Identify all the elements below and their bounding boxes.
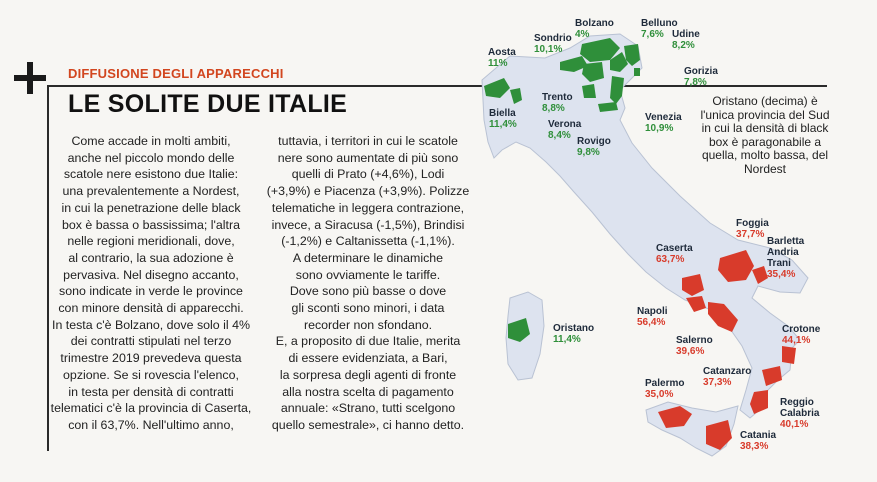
text-line: scatole nere esistono due Italie:	[63, 167, 239, 182]
text-line: telematiche in leggera contrazione,	[271, 200, 465, 215]
text-line: (+3,9%) e Piacenza (+3,9%). Polizze	[266, 184, 470, 199]
text-line: sono ovviamente le tariffe.	[295, 267, 441, 282]
province-value: 40,1%	[780, 419, 809, 430]
label-reggio	[780, 397, 819, 430]
province-name: Catanzaro	[703, 366, 752, 377]
label-salerno	[676, 335, 713, 357]
text-line: in testa per densità di contratti	[68, 384, 234, 399]
label-biella	[489, 108, 517, 130]
label-aosta	[488, 47, 516, 69]
text-line: Come accade in molti ambiti,	[71, 134, 231, 148]
text-line: pervasiva. Nel disegno accanto,	[63, 267, 239, 282]
province-value: 8,4%	[548, 130, 571, 141]
province-value: 38,3%	[740, 441, 769, 452]
label-foggia	[736, 218, 769, 240]
text-line: E, a proposito di due Italie, merita	[275, 334, 461, 349]
province-name: Rovigo	[577, 136, 611, 147]
province-name: Sondrio	[534, 33, 572, 44]
province-name: Oristano	[553, 323, 595, 334]
province-name: Caserta	[656, 243, 693, 254]
label-rovigo	[577, 136, 611, 158]
text-line: con il 63,7%. Nell'ultimo anno,	[68, 417, 234, 432]
label-gorizia	[684, 66, 718, 88]
text-line: in cui la penetrazione delle black	[61, 200, 241, 215]
province-value: 10,9%	[645, 123, 674, 134]
province-value: 44,1%	[782, 335, 811, 346]
map-note: Oristano (decima) è l'unica provincia del Sud in cui la densità di black box è paragonabile a quella, molto bassa, del Nordest	[700, 94, 830, 176]
article-column-2	[262, 133, 474, 434]
province-name: Trento	[542, 92, 573, 103]
text-line: annuale: «Strano, tutti scelgono	[280, 401, 456, 416]
province-name: Crotone	[782, 324, 821, 335]
province-name: Trani	[767, 258, 791, 269]
text-line: al contrario, la sua adozione è	[68, 250, 234, 265]
text-line: opzione. Se si rovescia l'elenco,	[63, 367, 239, 382]
text-line: In testa c'è Bolzano, dove solo il 4%	[52, 317, 250, 332]
province-name: Barletta	[767, 236, 805, 247]
province-name: Salerno	[676, 335, 713, 346]
label-crotone	[782, 324, 820, 346]
province-value: 10,1%	[534, 44, 563, 55]
label-catania	[740, 430, 776, 452]
plus-icon	[14, 62, 46, 94]
province-value: 37,3%	[703, 377, 732, 388]
province-value: 35,0%	[645, 389, 674, 400]
text-line: una prevalentemente a Nordest,	[62, 184, 240, 199]
text-line: nere sono aumentate di più sono	[277, 150, 459, 165]
province-name: Biella	[489, 108, 516, 119]
label-trento	[542, 92, 573, 114]
label-bolzano	[575, 18, 614, 40]
province-value: 39,6%	[676, 346, 705, 357]
text-line: (-1,2%) e Caltanissetta (-1,1%).	[281, 234, 455, 249]
text-line: con minore densità di apparecchi.	[58, 301, 244, 316]
text-line: sono indicate in verde le province	[59, 284, 243, 299]
text-line: dei contratti stipulati nel terzo	[70, 334, 232, 349]
province-value: 8,2%	[672, 40, 695, 51]
text-line: box è bassa o bassissima; l'altra	[62, 217, 240, 232]
province-name: Venezia	[645, 112, 682, 123]
province-name: Udine	[672, 29, 700, 40]
label-napoli	[637, 306, 668, 328]
province-crotone-shape	[782, 346, 796, 364]
province-name: Palermo	[645, 378, 685, 389]
text-line: nelle regioni meridionali, dove,	[67, 234, 235, 249]
text-line: anche nel piccolo mondo delle	[67, 150, 235, 165]
text-line: quelli di Prato (+4,6%), Lodi	[291, 167, 445, 182]
article-title: LE SOLITE DUE ITALIE	[68, 90, 348, 118]
text-line: recorder non sfondano.	[303, 317, 433, 332]
province-name: Calabria	[780, 408, 820, 419]
label-catanzaro	[703, 366, 751, 388]
province-name: Bolzano	[575, 18, 614, 29]
text-line: alla nostra scelta di pagamento	[282, 384, 454, 399]
province-name: Foggia	[736, 218, 769, 229]
province-name: Verona	[548, 119, 582, 130]
province-value: 11,4%	[489, 119, 517, 130]
text-line: Dove sono più basse o dove	[289, 284, 447, 299]
province-value: 35,4%	[767, 269, 796, 280]
province-value: 7,8%	[684, 77, 707, 88]
text-line: gli sconti sono minori, i data	[291, 301, 445, 316]
province-gorizia-shape	[634, 68, 640, 76]
province-name: Catania	[740, 430, 777, 441]
label-udine	[672, 29, 700, 51]
label-venezia	[645, 112, 682, 134]
province-value: 11,4%	[553, 334, 581, 345]
province-name: Belluno	[641, 18, 678, 29]
province-value: 63,7%	[656, 254, 685, 265]
province-verona-shape	[582, 84, 596, 98]
province-value: 11%	[488, 58, 508, 69]
label-oristano	[553, 323, 594, 345]
article-column-1	[40, 133, 262, 434]
text-line: telematici c'è la provincia di Caserta,	[50, 401, 252, 416]
province-value: 9,8%	[577, 147, 600, 158]
province-value: 7,6%	[641, 29, 664, 40]
province-name: Andria	[767, 247, 799, 258]
province-name: Aosta	[488, 47, 516, 58]
text-line: tuttavia, i territori in cui le scatole	[278, 134, 458, 148]
province-value: 56,4%	[637, 317, 666, 328]
label-bat	[767, 236, 804, 280]
province-name: Gorizia	[684, 66, 718, 77]
text-line: trimestre 2019 prevedeva questa	[60, 351, 242, 366]
label-sondrio	[534, 33, 572, 55]
text-line: quello semestrale», ci hanno detto.	[271, 417, 465, 432]
province-name: Napoli	[637, 306, 668, 317]
province-name: Reggio	[780, 397, 814, 408]
section-kicker: DIFFUSIONE DEGLI APPARECCHI	[68, 66, 284, 81]
province-value: 37,7%	[736, 229, 765, 240]
label-palermo	[645, 378, 684, 400]
province-value: 4%	[575, 29, 590, 40]
text-line: invece, a Siracusa (-1,5%), Brindisi	[271, 217, 465, 232]
text-line: di essere evidenziata, a Bari,	[288, 351, 448, 366]
label-caserta	[656, 243, 693, 265]
text-line: la sorpresa degli agenti di fronte	[279, 367, 457, 382]
province-value: 8,8%	[542, 103, 565, 114]
text-line: A determinare le dinamiche	[292, 250, 444, 265]
